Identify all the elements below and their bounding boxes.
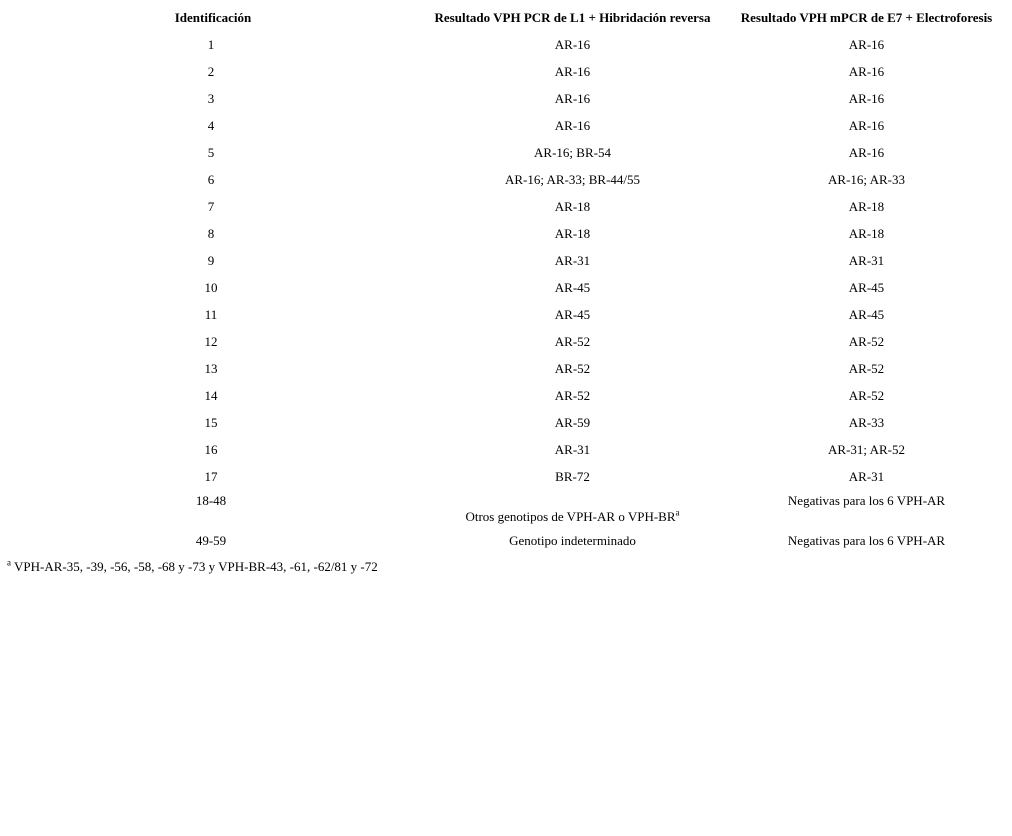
cell-e7: AR-45 <box>848 279 885 295</box>
cell-id: 2 <box>207 63 215 79</box>
cell-id: 5 <box>207 144 215 160</box>
cell-l1: AR-16 <box>554 90 591 106</box>
cell-l1: AR-16; BR-54 <box>534 144 611 160</box>
cell-l1: AR-16 <box>554 117 591 133</box>
cell-e7: AR-31; AR-52 <box>828 441 905 457</box>
table-row <box>0 220 1008 247</box>
results-table <box>0 4 1008 554</box>
cell-l1: AR-31 <box>554 441 591 457</box>
table-row <box>0 85 1008 112</box>
table-row <box>0 436 1008 463</box>
cell-l1: AR-59 <box>554 414 591 430</box>
cell-l1: AR-45 <box>554 279 591 295</box>
cell-l1: AR-16 <box>554 63 591 79</box>
cell-id: 6 <box>207 171 215 187</box>
cell-id: 9 <box>207 252 215 268</box>
table-row <box>0 355 1008 382</box>
table-row <box>0 409 1008 436</box>
cell-e7: AR-31 <box>848 252 885 268</box>
cell-id: 10 <box>204 279 218 295</box>
header-identificacion: Identificación <box>174 9 252 25</box>
table-row <box>0 31 1008 58</box>
cell-l1: AR-31 <box>554 252 591 268</box>
table-row <box>0 193 1008 220</box>
header-e7-result: Resultado VPH mPCR de E7 + Electroforesis <box>740 9 993 25</box>
cell-id: 12 <box>204 333 218 349</box>
footnote <box>7 559 378 575</box>
table-row <box>0 301 1008 328</box>
cell-e7: AR-16 <box>848 63 885 79</box>
footnote-marker: a <box>675 507 680 518</box>
table-body <box>0 31 1008 554</box>
cell-id: 17 <box>204 468 218 484</box>
table-row <box>0 58 1008 85</box>
cell-id: 18-48 <box>195 493 227 508</box>
cell-e7: AR-52 <box>848 360 885 376</box>
cell-e7: AR-18 <box>848 225 885 241</box>
cell-e7: AR-18 <box>848 198 885 214</box>
cell-l1: AR-52 <box>554 333 591 349</box>
cell-l1: AR-45 <box>554 306 591 322</box>
cell-e7: AR-45 <box>848 306 885 322</box>
cell-id: 1 <box>207 36 215 52</box>
table-row <box>0 328 1008 355</box>
cell-e7: AR-16; AR-33 <box>828 171 905 187</box>
footnote-marker: a <box>7 557 11 568</box>
cell-id: 15 <box>204 414 218 430</box>
cell-l1: AR-52 <box>554 387 591 403</box>
cell-id: 16 <box>204 441 218 457</box>
table-row <box>0 463 1008 490</box>
cell-e7: AR-16 <box>848 144 885 160</box>
cell-e7: Negativas para los 6 VPH-AR <box>787 493 946 508</box>
table-row <box>0 112 1008 139</box>
cell-l1: AR-16; AR-33; BR-44/55 <box>504 171 641 187</box>
cell-e7: AR-33 <box>848 414 885 430</box>
cell-id: 7 <box>207 198 215 214</box>
cell-l1: AR-52 <box>554 360 591 376</box>
table-header <box>0 4 1008 31</box>
table-row <box>0 139 1008 166</box>
table-row <box>0 166 1008 193</box>
cell-id: 49-59 <box>195 532 227 548</box>
cell-e7: AR-16 <box>848 90 885 106</box>
cell-id: 11 <box>204 306 218 322</box>
cell-e7: AR-52 <box>848 333 885 349</box>
footnote-text: VPH-AR-35, -39, -56, -58, -68 y -73 y VPH-BR-43, -61, -62/81 y -72 <box>11 559 378 574</box>
table-row <box>0 382 1008 409</box>
cell-l1: AR-16 <box>554 36 591 52</box>
cell-id: 8 <box>207 225 215 241</box>
table-row-49-59 <box>0 527 1008 554</box>
cell-e7: AR-52 <box>848 387 885 403</box>
cell-id: 13 <box>204 360 218 376</box>
cell-id: 14 <box>204 387 218 403</box>
table-row-18-48 <box>0 490 1008 527</box>
header-row <box>0 4 1008 31</box>
cell-l1: Otros genotipos de VPH-AR o VPH-$BR^a$ <box>465 507 680 524</box>
table-row <box>0 247 1008 274</box>
cell-e7: AR-31 <box>848 468 885 484</box>
cell-l1: BR-72 <box>555 468 590 484</box>
table-row <box>0 274 1008 301</box>
cell-l1: AR-18 <box>554 225 591 241</box>
cell-id: 3 <box>207 90 215 106</box>
header-l1-result: Resultado VPH PCR de L1 + Hibridación reversa <box>434 9 711 25</box>
cell-e7: Negativas para los 6 VPH-AR <box>787 532 946 548</box>
cell-l1: Genotipo indeterminado <box>509 532 636 548</box>
cell-e7: AR-16 <box>848 117 885 133</box>
cell-l1: AR-18 <box>554 198 591 214</box>
cell-id: 4 <box>207 117 215 133</box>
cell-e7: AR-16 <box>848 36 885 52</box>
